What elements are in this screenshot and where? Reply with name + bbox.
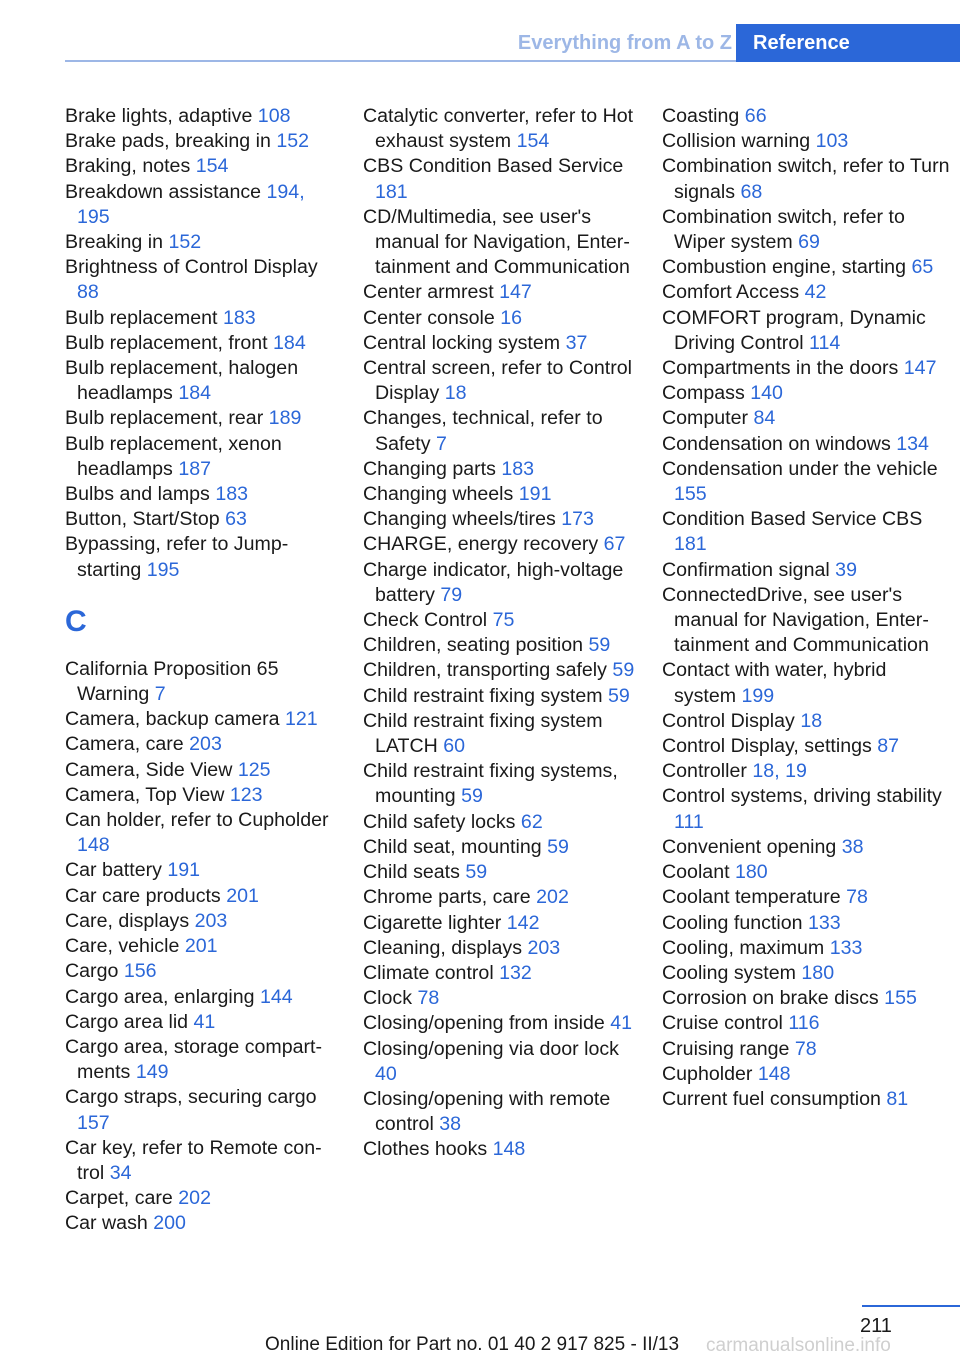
page-reference-link[interactable]: 173 [561, 508, 594, 531]
page-reference-link[interactable]: 147 [903, 357, 937, 380]
index-letter-heading: C [65, 604, 87, 638]
page-reference-link[interactable]: 187 [178, 457, 212, 480]
page-reference-link[interactable]: 7 [436, 432, 447, 455]
index-entry [662, 432, 952, 457]
index-term: Closing/opening via door lock [363, 1037, 619, 1060]
index-entry [65, 356, 337, 406]
header-section-title: Everything from A to Z [517, 32, 732, 54]
index-term: Child safety locks [363, 810, 516, 833]
index-term: Center console [363, 306, 495, 329]
index-term: Changing wheels [363, 483, 514, 506]
index-term: Cooling, maximum [662, 936, 825, 959]
index-entry [65, 432, 337, 482]
index-term: Car care products [65, 884, 221, 907]
index-term: Bulb replacement, front [65, 331, 268, 354]
index-term: Cooling system [662, 961, 796, 984]
page-reference-link[interactable]: 116 [788, 1012, 820, 1035]
index-entry [363, 507, 635, 532]
page-reference-link[interactable]: 88 [77, 281, 99, 304]
index-term: Cargo [65, 960, 119, 983]
index-entry [363, 835, 635, 860]
index-term: Child restraint fixing system LATCH [363, 709, 603, 758]
page-reference-link[interactable]: 203 [194, 909, 228, 932]
page-reference-link[interactable]: 41 [610, 1012, 633, 1035]
index-term: Coolant [662, 861, 730, 884]
page-reference-link[interactable]: 108 [257, 105, 291, 127]
page-reference-link[interactable]: 39 [835, 558, 857, 581]
page-reference-link[interactable]: 181 [674, 533, 707, 556]
index-term: Bulbs and lamps [65, 483, 210, 506]
index-entry [363, 104, 635, 154]
page-reference-link[interactable]: 148 [757, 1062, 791, 1085]
page-reference-link[interactable]: 203 [189, 733, 222, 756]
page-reference-link[interactable]: 59 [465, 861, 488, 884]
page-reference-link[interactable]: 152 [276, 130, 310, 153]
page-reference-link[interactable]: 199 [741, 684, 775, 707]
index-entry [363, 608, 635, 633]
index-term: Camera, Side View [65, 758, 233, 781]
page-reference-link[interactable]: 203 [527, 936, 561, 959]
index-term: Brightness of Control Display [65, 256, 318, 279]
page-reference-link[interactable]: 68 [740, 180, 763, 203]
index-entry [662, 860, 952, 885]
index-entry [363, 1037, 635, 1087]
index-entry [65, 331, 337, 356]
index-entry [363, 759, 635, 809]
index-term: Collision warning [662, 130, 811, 153]
index-entry [363, 280, 635, 305]
index-term: Control Display, settings [662, 735, 872, 758]
header-rule [65, 60, 736, 62]
page-reference-link[interactable]: 18 [444, 382, 467, 405]
index-entry [662, 658, 952, 708]
index-term: Child seat, mounting [363, 835, 542, 858]
index-entry [65, 507, 337, 532]
page-reference-link[interactable]: 142 [506, 911, 540, 934]
page-reference-link[interactable]: 38 [439, 1113, 462, 1136]
page-reference-link[interactable]: 134 [896, 432, 929, 455]
index-column-3 [662, 104, 952, 1112]
index-entry [363, 205, 635, 281]
index-term: Care, vehicle [65, 935, 180, 958]
index-term: Braking, notes [65, 155, 191, 178]
page-reference-link[interactable]: 41 [193, 1010, 216, 1033]
page-reference-link[interactable]: 140 [750, 382, 783, 405]
index-entry [662, 457, 952, 507]
page-reference-link[interactable]: 37 [565, 331, 588, 354]
index-entry [662, 129, 952, 154]
page-reference-link[interactable]: 16 [500, 306, 523, 329]
index-term: Bulb replacement, halogen headlamps [65, 357, 299, 405]
index-entry [65, 255, 337, 305]
index-entry [65, 732, 337, 757]
index-entry [662, 356, 952, 381]
index-entry [363, 885, 635, 910]
index-term: Car battery [65, 859, 162, 882]
index-term: Compartments in the doors [662, 357, 899, 380]
index-term: Control systems, driving stability [662, 785, 942, 808]
index-term: Brake pads, breaking in [65, 130, 271, 153]
index-entry [65, 482, 337, 507]
index-entry [65, 985, 337, 1010]
page-reference-link[interactable]: 133 [807, 911, 841, 934]
page-reference-link[interactable]: 78 [846, 886, 868, 909]
page-reference-link[interactable]: 181 [375, 180, 408, 203]
index-term: Cupholder [662, 1062, 753, 1085]
page-reference-link[interactable]: 202 [536, 886, 569, 909]
index-entry [662, 1062, 952, 1087]
index-term: Convenient opening [662, 835, 837, 858]
index-term: Breaking in [65, 231, 164, 254]
page-reference-link[interactable]: 69 [798, 231, 820, 254]
index-entry [65, 1035, 337, 1085]
index-entry [662, 381, 952, 406]
page-reference-link[interactable]: 66 [744, 105, 767, 127]
index-entry [363, 1087, 635, 1137]
index-term: Chrome parts, care [363, 886, 531, 909]
index-term: Care, displays [65, 909, 190, 932]
index-term: Cargo area, enlarging [65, 985, 255, 1008]
index-term: Bulb replacement, xenon headlamps [65, 432, 282, 480]
index-entry [363, 911, 635, 936]
index-entry [662, 911, 952, 936]
page-reference-link[interactable]: 180 [735, 861, 768, 884]
index-entry [363, 406, 635, 456]
index-entry [363, 356, 635, 406]
index-term: Brake lights, adaptive [65, 105, 253, 127]
index-term: Control Display [662, 709, 795, 732]
index-entry [65, 1186, 337, 1211]
index-entry [363, 658, 635, 683]
page-reference-link[interactable]: 67 [603, 533, 626, 556]
index-entry [65, 657, 337, 707]
index-entry [65, 1085, 337, 1135]
index-term: CD/Multimedia, see user's manual for Navigation, Entertainment and Communication [363, 205, 630, 279]
index-term: Closing/opening from inside [363, 1012, 605, 1035]
page-reference-link[interactable]: 148 [492, 1138, 526, 1161]
index-term: Car wash [65, 1212, 148, 1235]
index-term: Catalytic converter, refer to Hot exhaust system [363, 105, 634, 153]
page-reference-link[interactable]: 59 [588, 634, 611, 657]
index-entry [662, 104, 952, 129]
index-term: Cargo straps, securing cargo [65, 1086, 317, 1109]
index-entry [65, 104, 337, 129]
index-term: Combination switch, refer to Turn signals [662, 155, 950, 203]
page-reference-link[interactable]: 183 [215, 483, 249, 506]
index-term: Cruising range [662, 1037, 790, 1060]
index-entry [662, 507, 952, 557]
page-reference-link[interactable]: 111 [674, 810, 704, 833]
page-reference-link[interactable]: 40 [375, 1062, 397, 1085]
index-entry [662, 759, 952, 784]
index-term: Closing/opening with remote control [363, 1087, 611, 1136]
index-term: Climate control [363, 961, 494, 984]
page-reference-link[interactable]: 180 [801, 961, 835, 984]
page-header [0, 0, 960, 62]
header-reference-tab: Reference [736, 24, 960, 62]
page-reference-link[interactable]: 78 [417, 987, 440, 1010]
index-entry [662, 734, 952, 759]
index-entry [363, 306, 635, 331]
index-term: CHARGE, energy recovery [363, 533, 599, 556]
index-term: Cargo area lid [65, 1010, 189, 1033]
index-term: Children, transporting safely [363, 659, 607, 682]
index-term: Can holder, refer to Cupholder [65, 809, 329, 832]
index-entry [363, 936, 635, 961]
index-entry [65, 934, 337, 959]
index-column-1 [65, 104, 337, 1237]
index-term: Check Control [363, 609, 488, 632]
index-term: California Proposition 65 Warning [65, 657, 279, 706]
index-entry [662, 1011, 952, 1036]
index-term: Changes, technical, refer to Safety [363, 407, 603, 455]
page-reference-link[interactable]: 60 [443, 735, 466, 758]
index-term: ConnectedDrive, see user's manual for Navigation, Entertainment and Communication [662, 583, 929, 657]
index-term: Compass [662, 382, 745, 405]
index-entry [65, 909, 337, 934]
page-number: 211 [860, 1315, 892, 1337]
index-term: Cleaning, displays [363, 936, 523, 959]
index-entry [65, 808, 337, 858]
index-entry [65, 532, 337, 582]
index-term: Bulb replacement [65, 306, 218, 329]
page-reference-link[interactable]: 201 [226, 884, 259, 907]
index-entry [662, 280, 952, 305]
index-entry [65, 884, 337, 909]
index-entry [65, 1136, 337, 1186]
page-reference-link[interactable]: 191 [518, 483, 552, 506]
page-reference-link[interactable]: 191 [167, 859, 201, 882]
page-reference-link[interactable]: 114 [809, 331, 841, 354]
footer-rule [862, 1305, 960, 1307]
index-term: Children, seating position [363, 634, 584, 657]
page-reference-link[interactable]: 152 [168, 231, 202, 254]
page-reference-link[interactable]: 154 [516, 130, 550, 153]
page-reference-link[interactable]: 87 [877, 735, 900, 758]
index-term: Button, Start/Stop [65, 508, 220, 531]
index-entry [65, 180, 337, 230]
index-entry [363, 482, 635, 507]
page-reference-link[interactable]: 157 [77, 1111, 110, 1134]
page-reference-link[interactable]: 34 [109, 1161, 132, 1184]
index-entry [662, 961, 952, 986]
index-entry [363, 1137, 635, 1162]
page-reference-link[interactable]: 133 [829, 936, 863, 959]
index-entry [363, 986, 635, 1011]
index-entry [65, 959, 337, 984]
page-reference-link[interactable]: 123 [229, 783, 263, 806]
index-term: Contact with water, hybrid system [662, 659, 887, 707]
index-column-2 [363, 104, 635, 1163]
page-reference-link[interactable]: 59 [547, 835, 569, 858]
index-term: Corrosion on brake discs [662, 987, 879, 1010]
page-reference-link[interactable]: 189 [268, 407, 302, 430]
page-reference-link[interactable]: 184 [273, 331, 306, 354]
index-term: Child restraint fixing systems, mounting [363, 760, 618, 808]
index-term: Central screen, refer to Control Display [363, 357, 632, 405]
index-term: Changing parts [363, 457, 496, 480]
index-term: Clothes hooks [363, 1138, 488, 1161]
index-entry [662, 406, 952, 431]
index-entry [662, 784, 952, 834]
page-reference-link[interactable]: 156 [123, 960, 157, 983]
index-entry [65, 1211, 337, 1236]
page-reference-link[interactable]: 75 [492, 609, 515, 632]
index-term: Camera, backup camera [65, 708, 280, 731]
index-term: Child restraint fixing system [363, 684, 603, 707]
page-reference-link[interactable]: 125 [237, 758, 271, 781]
page-reference-link[interactable]: 59 [612, 659, 635, 682]
page-reference-link[interactable]: 42 [804, 281, 827, 304]
index-term: Coasting [662, 105, 740, 127]
index-term: Comfort Access [662, 281, 800, 304]
index-entry [363, 532, 635, 557]
index-entry [65, 154, 337, 179]
index-entry [662, 205, 952, 255]
page-reference-link[interactable]: 62 [520, 810, 543, 833]
page-reference-link[interactable]: 79 [440, 583, 463, 606]
index-entry [662, 255, 952, 280]
page-reference-link[interactable]: 155 [884, 987, 917, 1010]
index-entry [662, 986, 952, 1011]
page-reference-link[interactable]: 65 [911, 256, 934, 279]
index-entry [662, 1087, 952, 1112]
index-entry [363, 961, 635, 986]
page-reference-link[interactable]: 147 [499, 281, 532, 304]
index-term: Cooling function [662, 911, 803, 934]
index-entry [65, 129, 337, 154]
index-term: Bulb replacement, rear [65, 407, 264, 430]
page-reference-link[interactable]: 59 [608, 684, 630, 707]
edition-note: Online Edition for Part no. 01 40 2 917 825 - II/13 [265, 1334, 680, 1355]
index-entry [662, 558, 952, 583]
page-reference-link[interactable]: 81 [886, 1087, 909, 1110]
page-reference-link[interactable]: 78 [794, 1037, 817, 1060]
index-entry [662, 583, 952, 659]
index-entry [662, 306, 952, 356]
index-entry [65, 406, 337, 431]
index-term: Camera, care [65, 733, 184, 756]
index-entry [65, 230, 337, 255]
index-entry [662, 936, 952, 961]
page-reference-link[interactable]: 154 [195, 155, 229, 178]
index-term: Confirmation signal [662, 558, 830, 581]
index-term: Cargo area, storage compartments [65, 1035, 323, 1084]
index-entry [363, 1011, 635, 1036]
index-entry [363, 860, 635, 885]
index-term: Condensation under the vehicle [662, 457, 938, 480]
index-entry [363, 810, 635, 835]
index-term: Charge indicator, high-voltage battery [363, 558, 624, 606]
index-entry [662, 835, 952, 860]
index-term: Center armrest [363, 281, 494, 304]
page-reference-link[interactable]: 184 [178, 382, 212, 405]
page-reference-link[interactable]: 194, 195 [77, 180, 305, 228]
index-term: Camera, Top View [65, 783, 225, 806]
page-reference-link[interactable]: 183 [501, 457, 535, 480]
index-entry [363, 331, 635, 356]
index-entry [363, 457, 635, 482]
index-entry [363, 684, 635, 709]
index-term: Car key, refer to Remote control [65, 1136, 322, 1184]
index-term: Condition Based Service CBS [662, 508, 923, 531]
index-term: Coolant temperature [662, 886, 841, 909]
page-reference-link[interactable]: 149 [135, 1061, 169, 1084]
page-reference-link[interactable]: 84 [753, 407, 776, 430]
index-entry [65, 306, 337, 331]
page-reference-link[interactable]: 144 [259, 985, 293, 1008]
index-term: Controller [662, 760, 747, 783]
index-term: Changing wheels/tires [363, 508, 556, 531]
index-term: Child seats [363, 861, 460, 884]
index-term: Combustion engine, starting [662, 256, 906, 279]
index-term: Combination switch, refer to Wiper system [662, 205, 905, 254]
index-entry [65, 858, 337, 883]
index-entry [662, 885, 952, 910]
page-reference-link[interactable]: 202 [178, 1187, 211, 1210]
index-term: Cigarette lighter [363, 911, 502, 934]
index-entry [65, 707, 337, 732]
index-term: Breakdown assistance [65, 180, 262, 203]
index-term: Carpet, care [65, 1187, 173, 1210]
page-reference-link[interactable]: 155 [674, 483, 707, 506]
page-reference-link[interactable]: 103 [815, 130, 849, 153]
index-term: Current fuel consumption [662, 1087, 881, 1110]
page-reference-link[interactable]: 59 [461, 785, 483, 808]
index-entry [363, 154, 635, 204]
page-reference-link[interactable]: 63 [225, 508, 247, 531]
page-reference-link[interactable]: 18 [800, 709, 823, 732]
index-entry [65, 1010, 337, 1035]
index-entry [363, 633, 635, 658]
page-reference-link[interactable]: 18, 19 [752, 760, 807, 783]
index-entry [65, 783, 337, 808]
watermark: carmanualsonline.info [706, 1335, 891, 1356]
index-term: CBS Condition Based Service [363, 155, 624, 178]
index-term: Cruise control [662, 1012, 783, 1035]
index-entry [662, 709, 952, 734]
index-term: Bypassing, refer to Jump-starting [65, 533, 289, 581]
index-term: Central locking system [363, 331, 561, 354]
index-term: Computer [662, 407, 749, 430]
page-reference-link[interactable]: 200 [153, 1212, 186, 1235]
page-reference-link[interactable]: 132 [499, 961, 532, 984]
page-reference-link[interactable]: 183 [222, 306, 256, 329]
page-reference-link[interactable]: 121 [285, 708, 318, 731]
page-reference-link[interactable]: 38 [841, 835, 864, 858]
index-term: COMFORT program, Dynamic Driving Control [662, 306, 926, 354]
page-reference-link[interactable]: 148 [77, 834, 110, 857]
index-entry [363, 558, 635, 608]
page-reference-link[interactable]: 201 [184, 935, 218, 958]
index-entry [662, 1037, 952, 1062]
page-reference-link[interactable]: 195 [146, 558, 180, 581]
index-term: Clock [363, 987, 412, 1010]
index-entry [662, 154, 952, 204]
page-reference-link[interactable]: 7 [154, 683, 166, 706]
index-entry [363, 709, 635, 759]
index-term: Condensation on windows [662, 432, 891, 455]
index-entry [65, 758, 337, 783]
